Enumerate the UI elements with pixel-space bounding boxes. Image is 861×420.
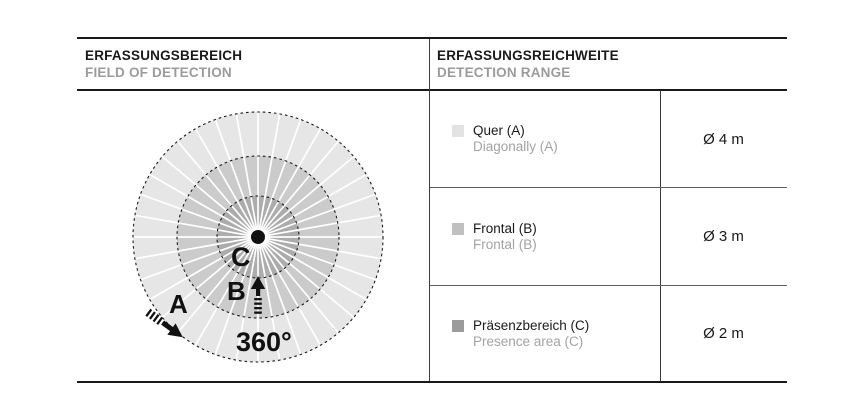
zone-a-label: A: [169, 289, 188, 319]
row-name-en: Diagonally (A): [473, 139, 558, 154]
angle-360-label: 360°: [236, 327, 292, 357]
sensor-center-dot: [251, 230, 265, 244]
field-of-detection-title-en: FIELD OF DETECTION: [85, 65, 232, 80]
detection-range-title-de: ERFASSUNGSREICHWEITE: [437, 48, 619, 63]
zone-c-swatch-icon: [452, 320, 464, 332]
top-rule: [77, 37, 787, 39]
row-name-en: Presence area (C): [473, 333, 584, 349]
field-of-detection-header: [85, 47, 242, 81]
zone-b-swatch-icon: [452, 223, 464, 235]
table-row: [430, 188, 787, 285]
detection-range-title-en: DETECTION RANGE: [437, 65, 571, 80]
table-row: [430, 91, 787, 187]
row-name-de: Frontal (B): [473, 220, 537, 236]
field-of-detection-diagram: [77, 90, 429, 383]
row-name-en: Frontal (B): [473, 236, 537, 252]
row-value: Ø 3 m: [703, 228, 744, 245]
row-value: Ø 4 m: [703, 130, 744, 148]
zone-a-swatch-icon: [452, 125, 464, 137]
zone-c-label: C: [231, 242, 251, 272]
zone-b-label: B: [227, 276, 246, 306]
row-name-de: Quer (A): [473, 123, 525, 138]
row-name-de: Präsenzbereich (C): [473, 317, 590, 333]
table-row: [430, 286, 787, 381]
field-of-detection-title-de: ERFASSUNGSBEREICH: [85, 48, 243, 63]
detection-range-header: [437, 47, 619, 81]
row-value: Ø 2 m: [703, 325, 744, 342]
